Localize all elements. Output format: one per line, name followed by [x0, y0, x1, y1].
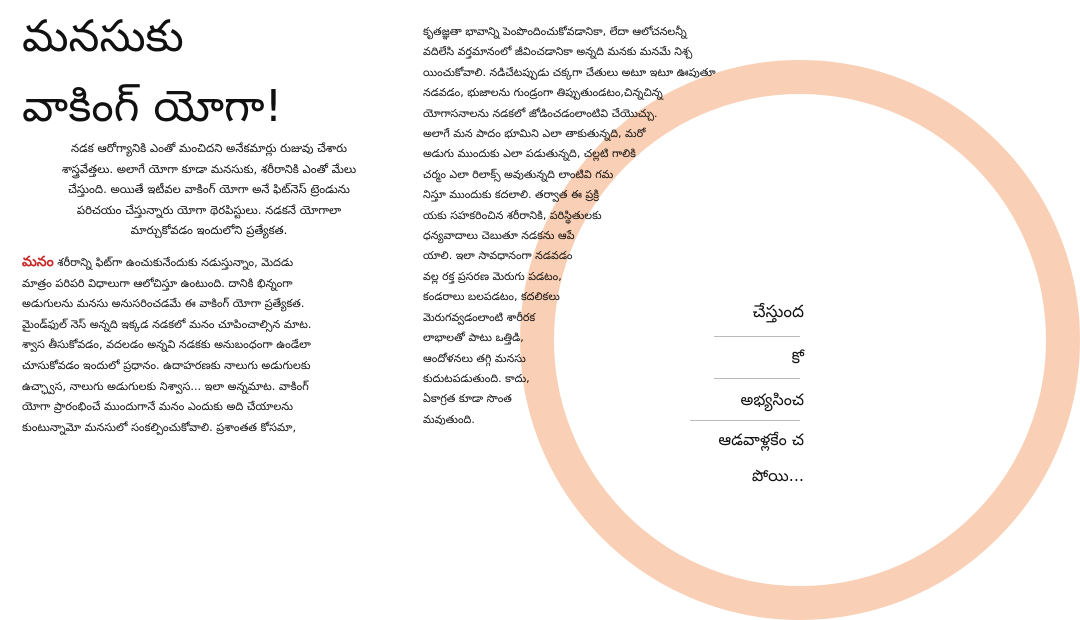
body-line: యించుకోవాలి. నడిచేటప్పుడు చక్కగా చేతులు అటూ ఇటూ ఊపుతూ: [423, 65, 716, 79]
intro-paragraph: [22, 138, 396, 241]
body-line: మైండ్‌ఫుల్ నెస్ అన్నది ఇక్కడ నడకలో మనం చూపించాల్సిన మాట.: [22, 317, 312, 331]
intro-line: శాస్త్రవేత్తలు. అలాగే యోగా కూడా మనసుకు, శరీరానికి ఎంతో మేలు: [61, 161, 357, 176]
body-line: చర్మం ఎలా రిలాక్స్ అవుతున్నది లాంటివి గమ: [423, 167, 614, 181]
body-line: యకు సహకరించిన శరీరానికి, పరిస్థితులకు: [423, 208, 602, 222]
body-line: అలాగే మన పాదం భూమిని ఎలా తాకుతున్నది, మరో: [423, 127, 646, 141]
body-line: వదిలేసి వర్తమానంలో జీవించడానికా అన్నది మనకు మనమే నిశ్చ: [423, 45, 693, 59]
sidebar-snippet-2: కో: [786, 348, 804, 371]
body-line: యోగాసనాలను నడకలో జోడించడంలాంటివి చేయొచ్చు.: [423, 106, 658, 120]
body-line: కుదుటపడుతుంది. కాదు,: [423, 371, 530, 385]
body-line: శ్వాస తీసుకోవడం, వదలడం అన్నవి నడకకు అనుబంధంగా ఉండేలా: [22, 338, 311, 352]
sidebar-snippet-5: పోయి...: [746, 466, 804, 489]
intro-line: పరిచయం చేస్తున్నారు యోగా థెరపిస్టులు. నడకనే యోగాలా: [76, 202, 342, 217]
body-line: యోగా ప్రారంభించే ముందుగానే మనం ఎందుకు అది చేయాలను: [22, 400, 294, 414]
body-line: లాభాలతో పాటు ఒత్తిడి,: [423, 331, 524, 345]
headline-line-2: వాకింగ్ యోగా!: [22, 81, 283, 132]
sidebar-snippet-4: ఆడవాళ్లకేం చ: [712, 430, 804, 453]
body-line: ఉచ్ఛ్వాస, నాలుగు అడుగులకు నిశ్వాస... ఇలా అన్నమాట. వాకింగ్: [22, 379, 309, 393]
body-line: మాత్రం పరిపరి విధాలుగా ఆలోచిస్తూ ఉంటుంది. దానికి భిన్నంగా: [22, 276, 293, 290]
dropcap-word: మనం: [22, 254, 54, 270]
left-column-body: [22, 252, 396, 438]
body-line: మవుతుంది.: [423, 412, 475, 426]
body-line: కృతజ్ఞతా భావాన్ని పెంపొందించుకోవడానికా, లేదా ఆలోచనలన్నీ: [423, 25, 687, 38]
intro-line: మార్చుకోవడం ఇందులోని ప్రత్యేకత.: [130, 223, 288, 237]
body-line: కండరాలు బలపడటం, కదలికలు: [423, 290, 560, 304]
body-line: అడుగు ముందుకు ఎలా పడుతున్నది, చల్లటి గాలికి: [423, 147, 636, 161]
sidebar-snippet-1: చేస్తుంద: [747, 302, 804, 326]
body-line: వల్ల రక్త ప్రసరణ మెరుగు పడటం,: [423, 269, 562, 283]
body-line-first: [22, 252, 396, 274]
body-line: అడుగులను మనసు అనుసరించడమే ఈ వాకింగ్ యోగా ప్రత్యేకత.: [22, 297, 305, 311]
body-line: కుంటున్నామో మనసులో సంకల్పించుకోవాలి. ప్రశాంతత కోసమా,: [22, 420, 297, 434]
right-column-body: [423, 22, 793, 430]
sidebar-divider: [690, 420, 800, 421]
body-line: ధన్యవాదాలు చెబుతూ నడకను ఆపే: [423, 229, 575, 243]
body-line: మెరుగవ్వడంలాంటి శారీరక: [423, 310, 536, 324]
intro-line: నడక ఆరోగ్యానికి ఎంతో మంచిదని అనేకమార్లు రుజువు చేశారు: [71, 141, 347, 155]
headline-line-1: మనసుకు: [22, 11, 184, 62]
body-line: ఆందోళనలు తగ్గి మనసు: [423, 351, 526, 365]
sidebar-snippet-3: అభ్యసించ: [735, 390, 804, 413]
sidebar-divider: [714, 378, 800, 379]
body-line: నడవడం, భుజాలను గుండ్రంగా తిప్పుతుండటం,చిన్నచిన్న: [423, 86, 663, 100]
body-line: ఏకాగ్రత కూడా సొంత: [423, 392, 512, 406]
sidebar-divider: [714, 336, 800, 337]
first-line-text: శరీరాన్ని ఫిట్‌గా ఉంచుకునేందుకు నడుస్తున్నాం, మెదడు: [53, 256, 294, 269]
body-line: యాలి. ఇలా సావధానంగా నడవడం: [423, 249, 573, 263]
body-line: చూసుకోవడం ఇందులో ప్రధానం. ఉదాహరణకు నాలుగు అడుగులకు: [22, 358, 311, 372]
body-line: నిస్తూ ముందుకు కదలాలి. తర్వాత ఈ ప్రక్రి: [423, 188, 599, 202]
intro-line: చేస్తుంది. అయితే ఇటీవల వాకింగ్ యోగా అనే ఫిట్‌నెస్ ట్రెండును: [68, 182, 350, 196]
